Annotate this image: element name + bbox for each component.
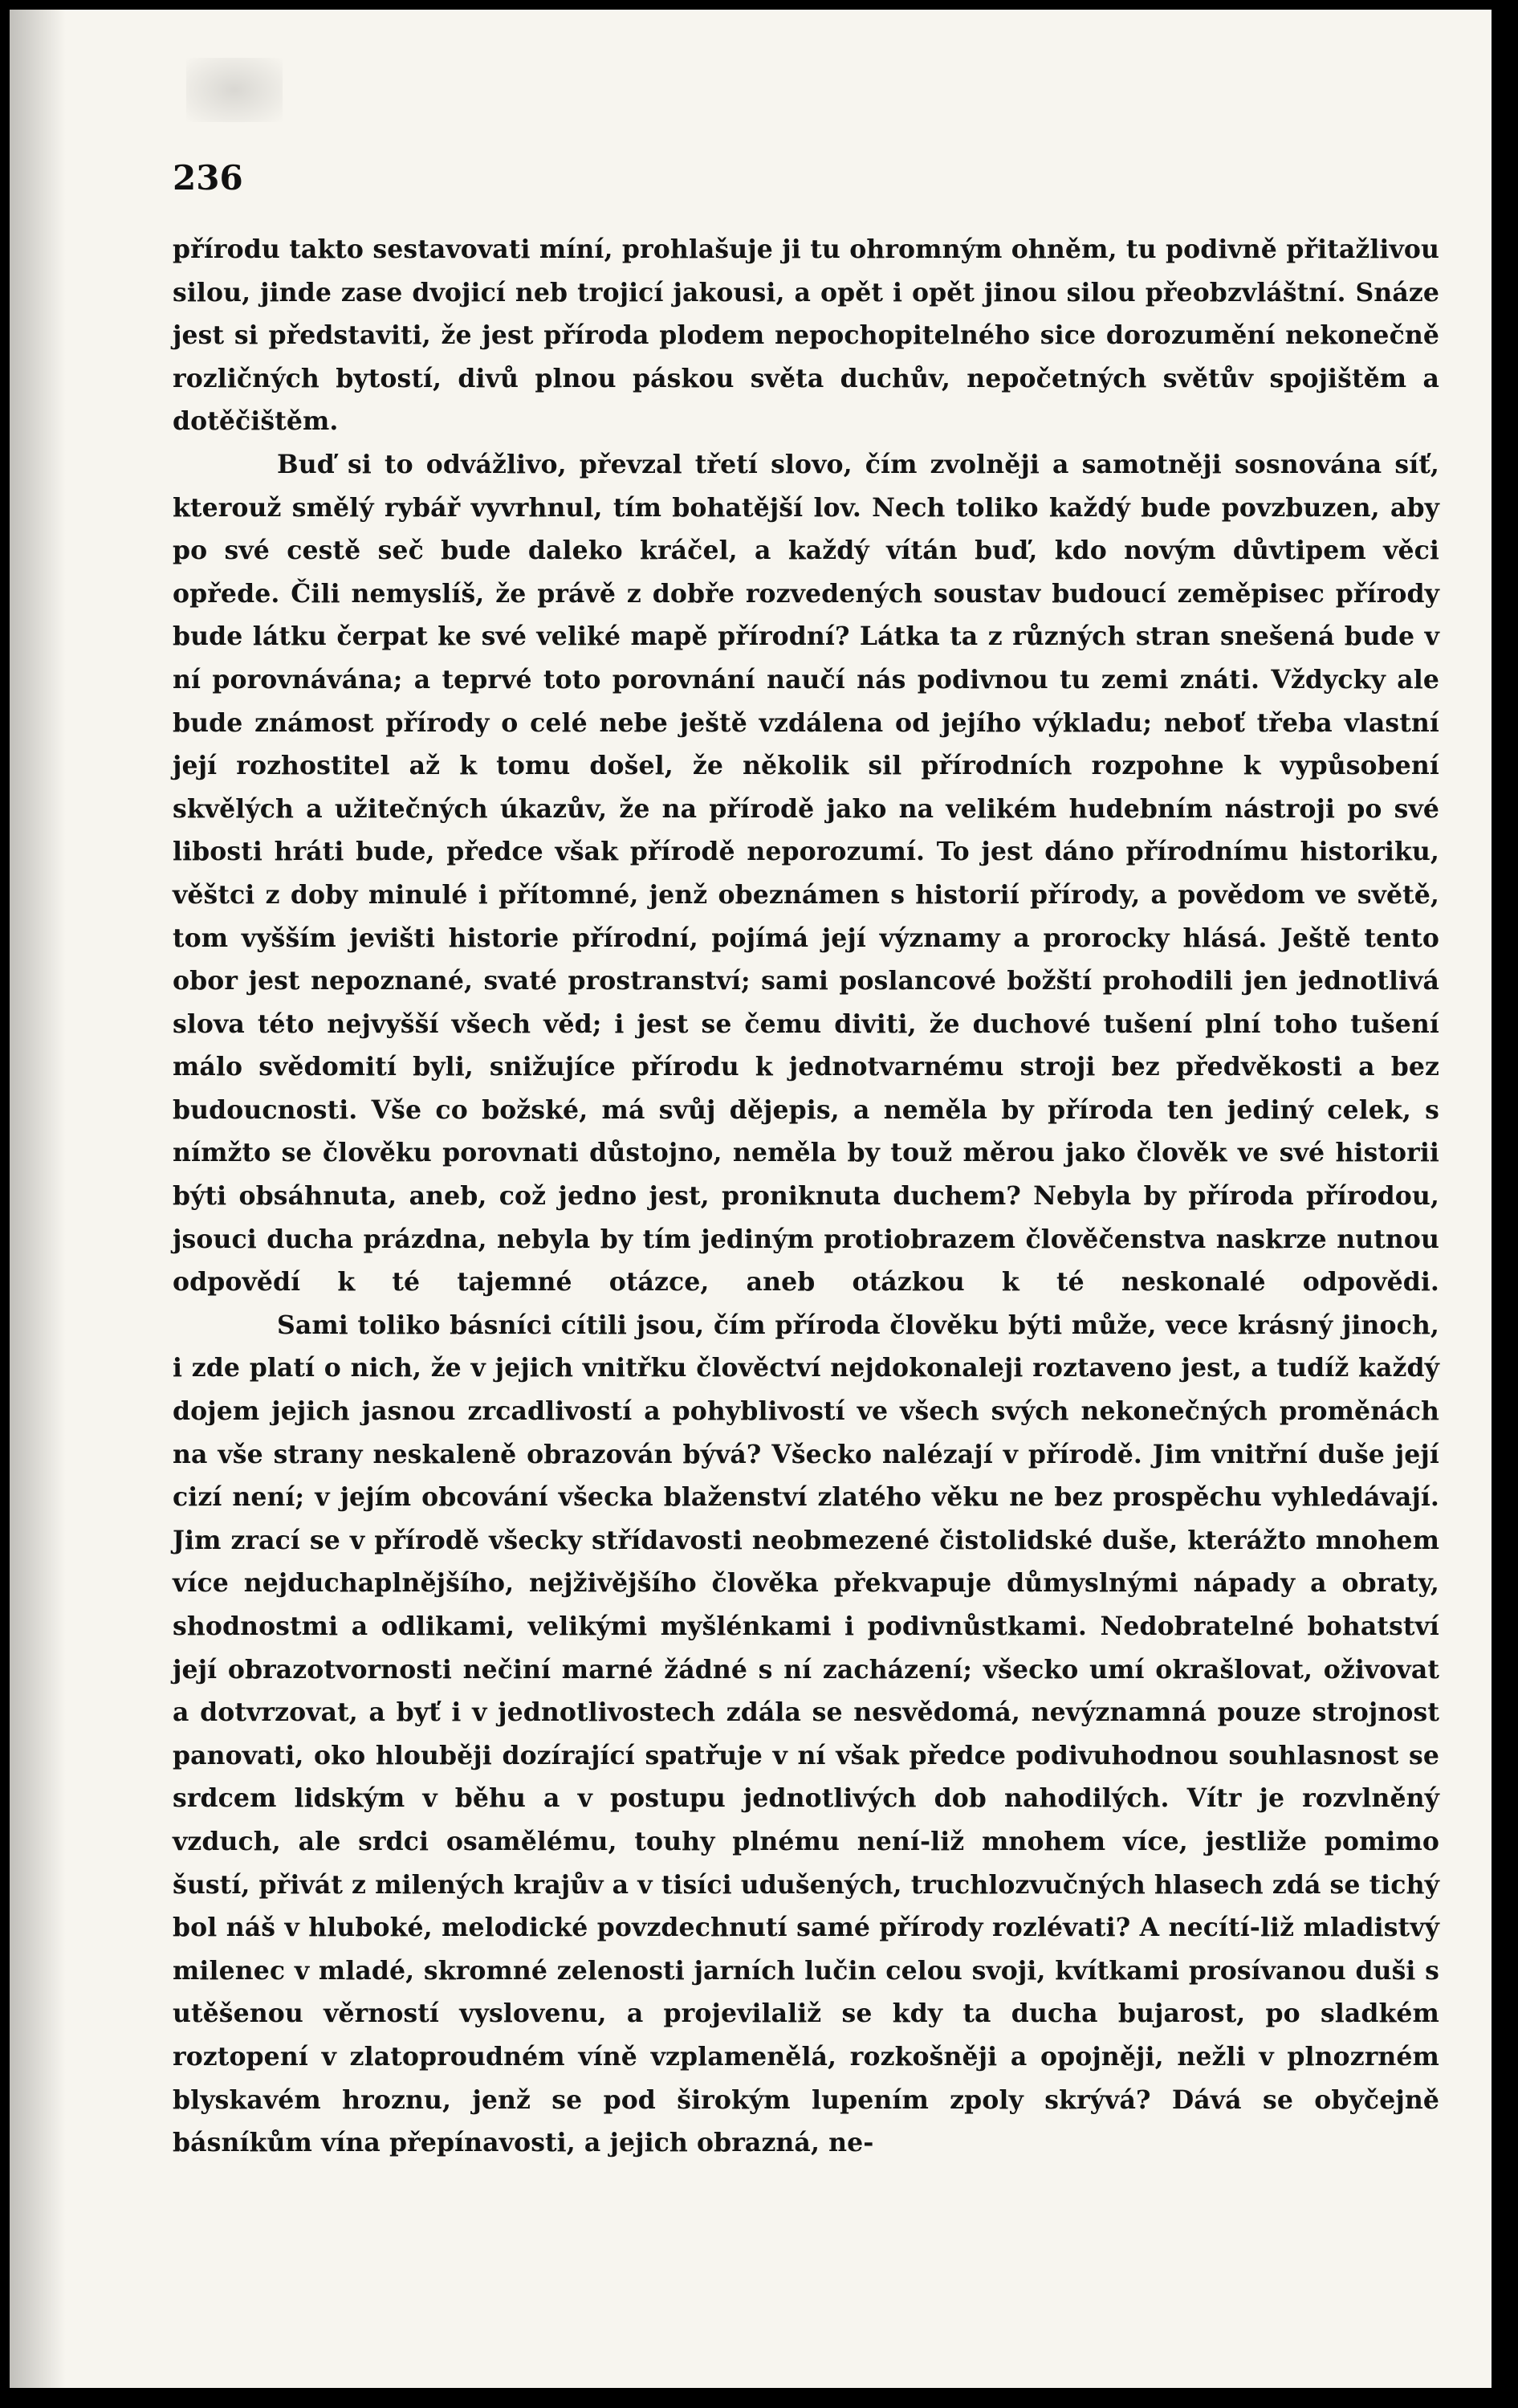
paragraph-2: Buď si to odvážlivo, převzal třetí slovo, čím zvolněji a samotněji sosnována síť, kterouž smělý rybář vyvrhnul, tím bohatější lov. Nech toliko každý bude povzbuzen, aby po své cestě seč bude daleko kráčel, a každý vítán buď, kdo novým důvtipem věci opřede. Čili nemyslíš, že právě z dobře rozvedených soustav budoucí zeměpisec přírody bude látku čerpat ke své veliké mapě přírodní? Látka ta z různých stran snešená bude v ní porovnávána; a teprvé toto porovnání naučí nás podivnou tu zemi znáti. Vždycky ale bude známost přírody o celé nebe ještě vzdálena od jejího výkladu; neboť třeba vlastní její rozhostitel až k tomu došel, že několik sil přírodních rozpohne k vypůsobení skvělých a užitečných úkazův, že na přírodě jako na velikém hudebním nástroji po své libosti hráti bude, předce však přírodě neporozumí. To jest dáno přírodnímu historiku, věštci z doby minulé i přítomné, jenž obeznámen s historií přírody, a povědom ve světě, tom vyšším jevišti historie přírodní, pojímá její významy a prorocky hlásá. Ještě tento obor jest nepoznané, svaté prostranství; sami poslancové božští prohodili jen jednotlivá slova této nejvyšší všech věd; i jest se čemu diviti, že duchové tušení plní toho tušení málo svědomití byli, snižujíce přírodu k jednotvarnému stroji bez předvěkosti a bez budoucnosti. Vše co božské, má svůj dějepis, a neměla by příroda ten jediný celek, s nímžto se člověku porovnati důstojno, neměla by touž měrou jako člověk ve své historii býti obsáhnuta, aneb, což jedno jest, proniknuta duchem? Nebyla by příroda přírodou, jsouci ducha prázdna, nebyla by tím jediným protiobrazem člověčenstva naskrze nutnou odpovědí k té tajemné otázce, aneb otázkou k té neskonalé odpovědi. bbox=[173, 449, 1439, 1298]
gutter-shadow bbox=[10, 10, 66, 2388]
book-page bbox=[10, 10, 1492, 2388]
paragraph-1: přírodu takto sestavovati míní, prohlašuje ji tu ohromným ohněm, tu podivně přitažlivou silou, jinde zase dvojicí neb trojicí jakousi, a opět i opět jinou silou přeobzvláštní. Snáze jest si představiti, že jest příroda plodem nepochopitelného sice dorozumění nekonečně rozličných bytostí, divů plnou páskou světa duchův, nepočetných světův spojištěm a dotěčištěm. bbox=[173, 234, 1439, 437]
paragraph-3: Sami toliko básníci cítili jsou, čím příroda člověku býti může, vece krásný jinoch, i zde platí o nich, že v jejich vnitřku člověctví nejdokonaleji roztaveno jest, a tudíž každý dojem jejich jasnou zrcadlivostí a pohyblivostí ve všech svých nekonečných proměnách na vše strany neskaleně obrazován bývá? Všecko nalézají v přírodě. Jim vnitřní duše její cizí není; v jejím obcování všecka blaženství zlatého věku ne bez prospěchu vyhledávají. Jim zrací se v přírodě všecky střídavosti neobmezené čistolidské duše, kterážto mnohem více nejduchaplnějšího, nejživějšího člověka překvapuje důmyslnými nápady a obraty, shodnostmi a odlikami, velikými myšlénkami i podivnůstkami. Nedobratelné bohatství její obrazotvornosti nečiní marné žádné s ní zacházení; všecko umí okrašlovat, oživovat a dotvrzovat, a byť i v jednotlivostech zdála se nesvědomá, nevýznamná pouze strojnost panovati, oko hlouběji dozírající spatřuje v ní však předce podivuhodnou souhlasnost se srdcem lidským v běhu a v postupu jednotlivých dob nahodilých. Vítr je rozvlněný vzduch, ale srdci osamělému, touhy plnému není-liž mnohem více, jestliže pomimo šustí, přivát z milených krajův a v tisíci udušených, truchlozvučných hlasech zdá se tichý bol náš v hluboké, melodické povzdechnutí samé přírody rozlévati? A necítí-liž mladistvý milenec v mladé, skromné zelenosti jarních lučin celou svoji, kvítkami prosívanou duši s utěšenou věrností vyslovenu, a projevilaliž se kdy ta ducha bujarost, po sladkém roztopení v zlatoproudném víně vzplamenělá, rozkošněji a opojněji, nežli v plnozrném blyskavém hroznu, jenž se pod širokým lupením zpoly skrývá? Dává se obyčejně básníkům vína přepínavosti, a jejich obrazná, ne- bbox=[173, 1310, 1439, 2158]
page-number: 236 bbox=[173, 158, 243, 198]
paper-smudge bbox=[186, 58, 283, 122]
body-text bbox=[173, 228, 1439, 2165]
